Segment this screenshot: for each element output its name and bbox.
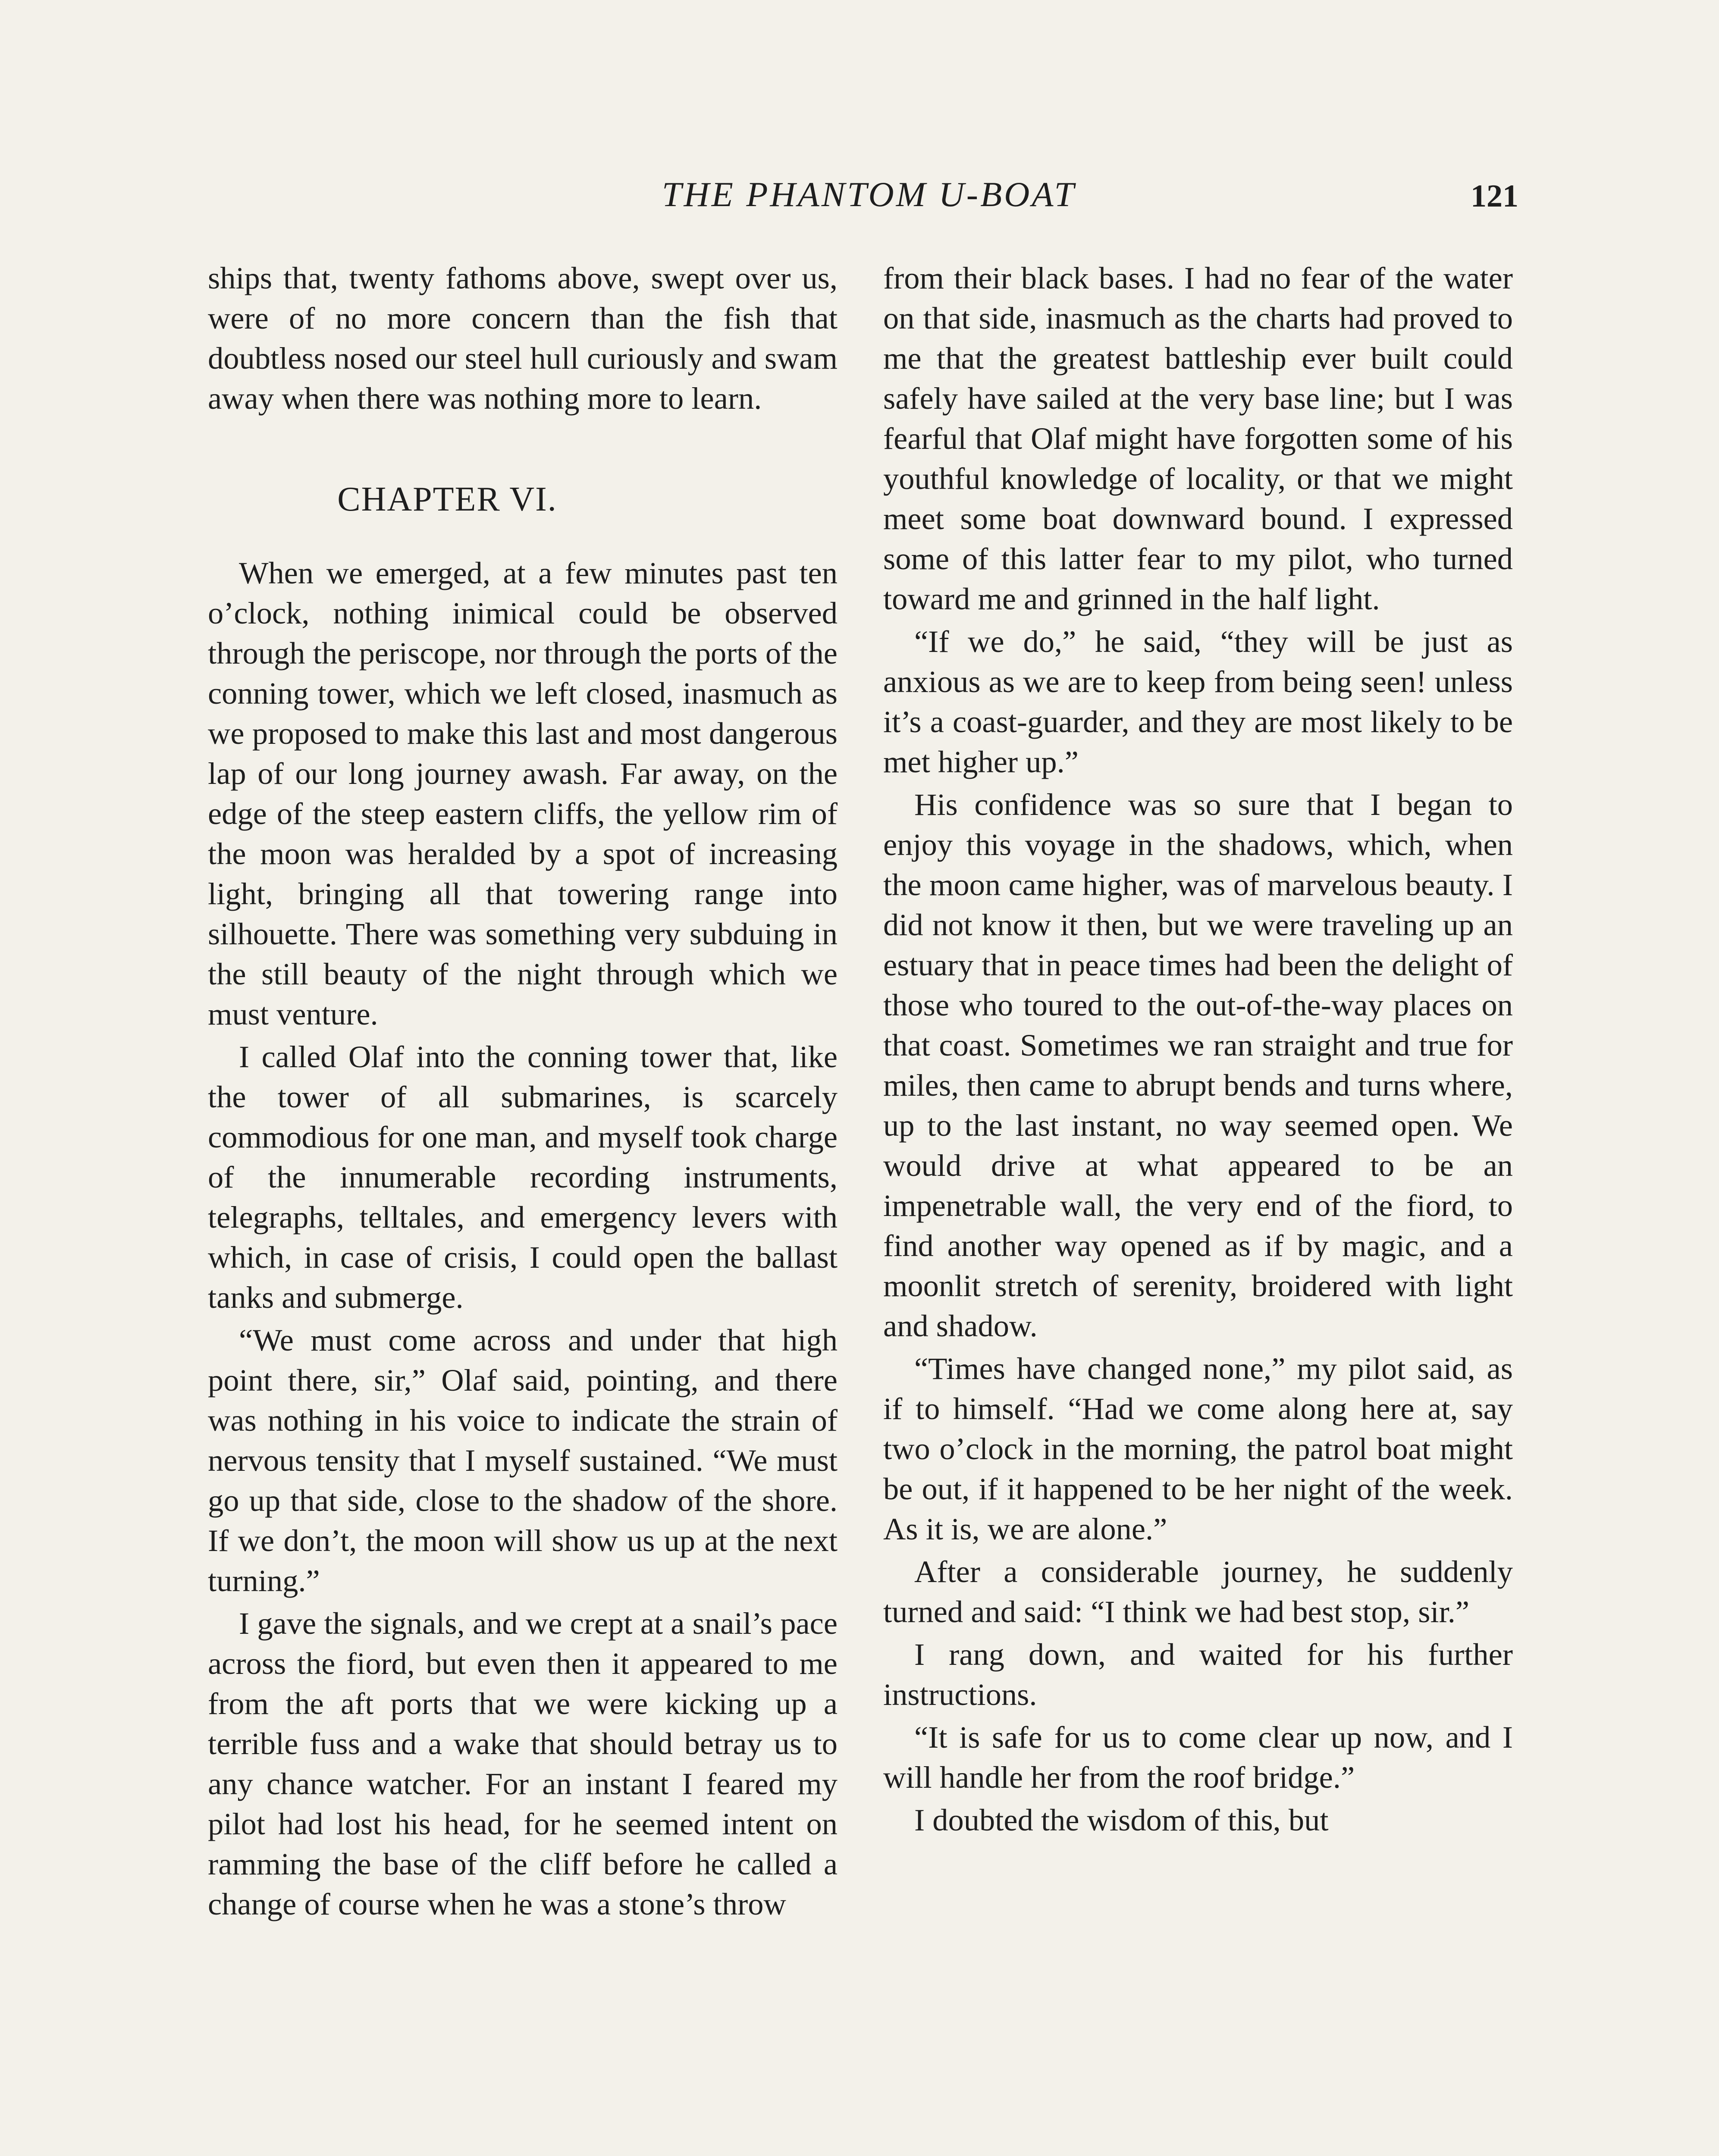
paragraph: “Times have changed none,” my pilot said, as if to himself. “Had we come along here at, say two o’clock in the morning, the patrol boat might be out, if it happened to be her night of the week. As it is, we are alone.” <box>883 1351 1513 1546</box>
paragraph: After a considerable journey, he suddenly turned and said: “I think we had best stop, sir.” <box>883 1554 1513 1629</box>
right-column <box>883 258 1513 1840</box>
paragraph: “It is safe for us to come clear up now, and I will handle her from the roof bridge.” <box>883 1720 1513 1795</box>
paragraph: “We must come across and under that high point there, sir,” Olaf said, pointing, and there was nothing in his voice to indicate the strain of nervous tensity that I myself sustained. “We must go up that side, close to the shadow of the shore. If we don’t, the moon will show us up at the next turning.” <box>208 1322 838 1598</box>
paragraph: “If we do,” he said, “they will be just as anxious as we are to keep from being seen! unless it’s a coast-guarder, and they are most likely to be met higher up.” <box>883 624 1513 779</box>
paragraph: When we emerged, at a few minutes past ten o’clock, nothing inimical could be observed through the periscope, nor through the ports of the conning tower, which we left closed, inasmuch as we proposed to make this last and most dangerous lap of our long journey awash. Far away, on the edge of the steep eastern cliffs, the yellow rim of the moon was heralded by a spot of increasing light, bringing all that towering range into silhouette. There was something very subduing in the still beauty of the night through which we must venture. <box>208 555 838 1031</box>
page-number: 121 <box>1471 179 1518 214</box>
paragraph: I rang down, and waited for his further instructions. <box>883 1637 1513 1712</box>
paragraph: I gave the signals, and we crept at a snail’s pace across the fiord, but even then it appeared to me from the aft ports that we were kicking up a terrible fuss and a wake that should betray us to any chance watcher. For an instant I feared my pilot had lost his head, for he seemed intent on ramming the base of the cliff before he called a change of course when he was a stone’s throw <box>208 1606 838 1921</box>
left-column <box>208 258 838 1924</box>
paragraph: His confidence was so sure that I began to enjoy this voyage in the shadows, which, when the moon came higher, was of marvelous beauty. I did not know it then, but we were traveling up an estuary that in peace times had been the delight of those who toured to the out-of-the-way places on that coast. Sometimes we ran straight and true for miles, then came to abrupt bends and turns where, up to the last instant, no way seemed open. We would drive at what appeared to be an impenetrable wall, the very end of the fiord, to find another way opened as if by magic, and a moonlit stretch of serenity, broidered with light and shadow. <box>883 787 1513 1343</box>
paragraph: I doubted the wisdom of this, but <box>914 1802 1329 1837</box>
paragraph: I called Olaf into the conning tower that, like the tower of all submarines, is scarcely commodious for one man, and myself took charge of the innumerable recording instruments, telegraphs, telltales, and emergency levers with which, in case of crisis, I could open the ballast tanks and submerge. <box>208 1039 838 1315</box>
paragraph: ships that, twenty fathoms above, swept over us, were of no more concern than the fish that doubtless nosed our steel hull curiously and swam away when there was nothing more to learn. <box>208 260 838 416</box>
running-head-title: THE PHANTOM U-BOAT <box>662 175 1076 214</box>
chapter-heading: CHAPTER VI. <box>337 480 557 518</box>
paragraph: from their black bases. I had no fear of the water on that side, inasmuch as the charts had proved to me that the greatest battleship ever built could safely have sailed at the very base line; but I was fearful that Olaf might have forgotten some of his youthful knowledge of locality, or that we might meet some boat downward bound. I expressed some of this latter fear to my pilot, who turned toward me and grinned in the half light. <box>883 260 1513 616</box>
